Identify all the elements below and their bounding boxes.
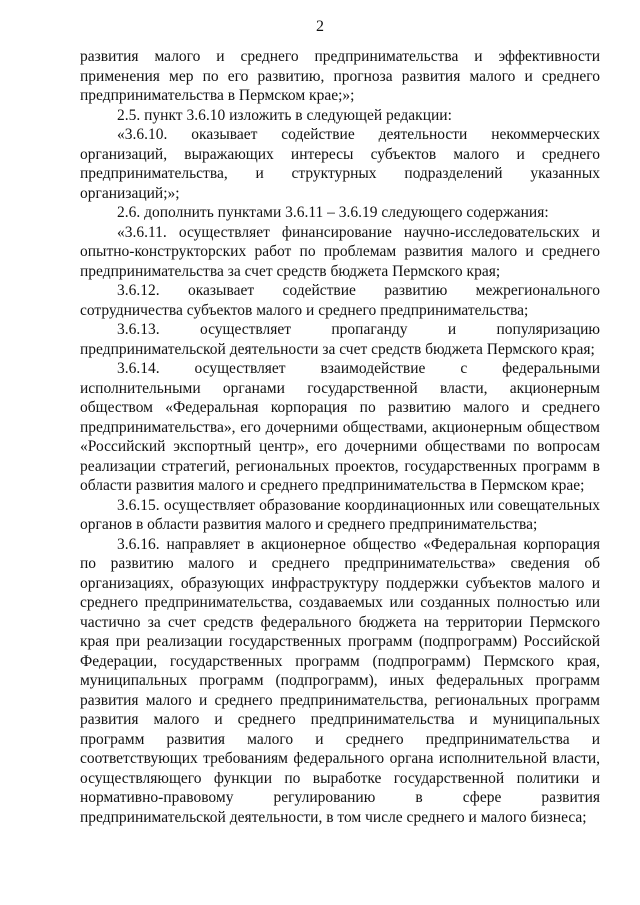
paragraph: 3.6.12. оказывает содействие развитию межрегионального сотрудничества субъектов малого и среднего предпринимательства; bbox=[80, 282, 600, 319]
paragraph: 3.6.15. осуществляет образование координационных или совещательных органов в области развития малого и среднего предпринимательства; bbox=[80, 496, 600, 533]
paragraph: 3.6.13. осуществляет пропаганду и популяризацию предпринимательской деятельности за счет средств бюджета Пермского края; bbox=[80, 321, 600, 358]
paragraph: «3.6.11. осуществляет финансирование научно-исследовательских и опытно-конструкторских работ по проблемам развития малого и среднего предпринимательства за счет средств бюджета Пермского края; bbox=[80, 223, 600, 280]
paragraph: 3.6.14. осуществляет взаимодействие с федеральными исполнительными органами государственной власти, акционерным обществом «Федеральная корпорация по развитию малого и среднего предпринимательства», его дочерними обществами, акционерным обществом «Российский экспортный центр», его дочерними обществами по вопросам реализации стратегий, региональных проектов, государственных программ в области развития малого и среднего предпринимательства в Пермском крае; bbox=[80, 360, 600, 494]
paragraph: 2.6. дополнить пунктами 3.6.11 – 3.6.19 следующего содержания: bbox=[117, 204, 549, 221]
paragraph: «3.6.10. оказывает содействие деятельности некоммерческих организаций, выражающих интересы субъектов малого и среднего предпринимательства, и структурных подразделений указанных организаций;»; bbox=[80, 126, 600, 202]
paragraph: развития малого и среднего предпринимательства и эффективности применения мер по его развитию, прогноза развития малого и среднего предпринимательства в Пермском крае;»; bbox=[80, 48, 600, 104]
paragraph: 3.6.16. направляет в акционерное общество «Федеральная корпорация по развитию малого и среднего предпринимательства» сведения об организациях, образующих инфраструктуру поддержки субъектов малого и среднего предпринимательства, создаваемых или созданных полностью или частично за счет средств федерального бюджета на территории Пермского края при реализации государственных программ (подпрограмм) Российской Федерации, государственных программ (подпрограмм) Пермского края, муниципальных программ (подпрограмм), иных федеральных программ развития малого и среднего предпринимательства, региональных программ развития малого и среднего предпринимательства и муниципальных программ развития малого и среднего предпринимательства и соответствующих требованиям федерального органа исполнительной власти, осуществляющего функции по выработке государственной политики и нормативно-правовому регулированию в сфере развития предпринимательской деятельности, в том числе среднего и малого бизнеса; bbox=[80, 535, 600, 826]
document-body bbox=[80, 47, 600, 827]
paragraph: 2.5. пункт 3.6.10 изложить в следующей редакции: bbox=[117, 106, 452, 124]
page-number: 2 bbox=[316, 18, 324, 35]
